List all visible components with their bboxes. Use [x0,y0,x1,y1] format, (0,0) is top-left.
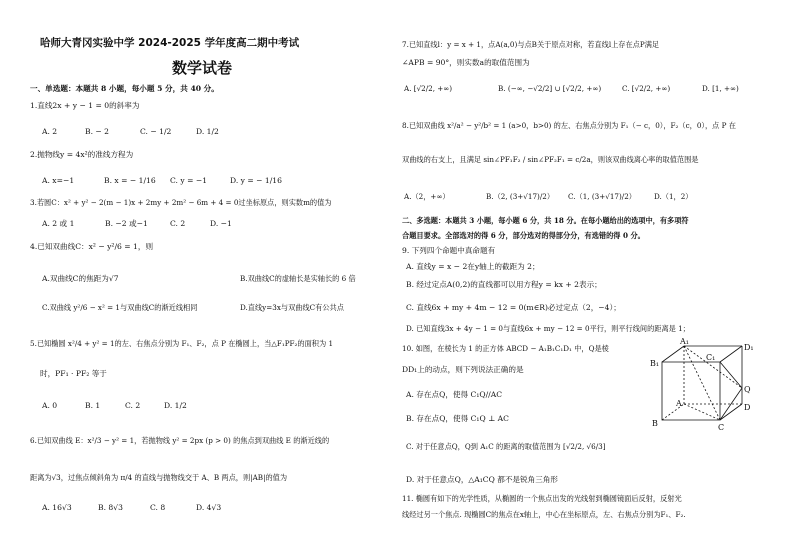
cube-edge-a1b1 [662,346,684,362]
q6-option-d: D. 4√3 [196,503,222,512]
q4-option-c: C.双曲线 y²/6 − x² = 1与双曲线C的渐近线相同 [42,303,198,312]
q2-option-d: D. y = − 1/16 [230,176,282,185]
q7-option-c: C. [√2/2, +∞) [622,84,671,93]
q9-stem: 9. 下列四个命题中真命题有 [402,246,496,255]
q3-option-b: B. −2 或−1 [105,219,148,228]
q7-option-b: B. (−∞, −√2/2] ∪ [√2/2, +∞) [498,84,602,93]
q8-stem-line2: 双曲线的右支上，且满足 sin∠PF₁F₂ / sin∠PF₂F₁ = c/2a，则该双曲线离心率的取值范围是 [402,155,699,164]
q3-option-d: D. −1 [210,219,232,228]
q1-option-b: B. − 2 [85,127,110,136]
q5-option-b: B. 1 [85,401,101,410]
q2-option-b: B. x = − 1/16 [104,176,156,185]
q9-option-a: A. 直线y = x − 2在y轴上的截距为 2； [406,262,540,271]
cube-label-c: C [718,423,725,432]
exam-title: 哈师大青冈实验中学 2024-2025 学年度高二期中考试 [40,37,300,49]
cube-label-b1: B₁ [650,359,660,368]
q5-option-c: C. 2 [125,401,141,410]
q10-stem-line2: DD₁上的动点，则下列说法正确的是 [402,365,524,374]
q9-option-c: C. 直线6x + my + 4m − 12 = 0(m∈R)必过定点（2，−4）； [406,303,621,312]
cube-front-face [662,362,720,420]
q3-stem: 3.若圆C：x² + y² − 2(m − 1)x + 2my + 2m² − 6m + 4 = 0过坐标原点，则实数m的值为 [30,198,332,207]
cube-label-q: Q [744,385,751,394]
q1-option-d: D. 1/2 [196,127,219,136]
cube-line-c1q [720,362,742,388]
q7-stem-line2: ∠APB = 90°，则实数a的取值范围为 [402,58,530,67]
cube-label-a1: A₁ [680,337,689,346]
cube-label-a: A [676,399,682,408]
q5-stem-line2: 时，PF₁ · PF₂ 等于 [40,369,107,378]
q5-option-a: A. 0 [42,401,58,410]
q8-stem-line1: 8.已知双曲线 x²/a² − y²/b² = 1 (a>0，b>0) 的左、右焦点分别为 F₁（− c，0），F₂（c，0），点 P 在 [402,121,736,130]
q7-option-a: A. [√2/2, +∞) [404,84,453,93]
q8-option-b: B.（2, (3+√17)/2） [486,192,555,201]
q4-option-b: B.双曲线C的虚轴长是实轴长的 6 倍 [240,274,356,283]
cube-edge-cd [720,404,742,420]
q5-stem-line1: 5.已知椭圆 x²/4 + y² = 1的左、右焦点分别为 F₁、F₂，点 P 在椭圆上，当△F₁PF₂的面积为 1 [30,339,334,348]
q6-option-b: B. 8√3 [98,503,123,512]
q10-stem-line1: 10. 如图，在棱长为 1 的正方体 ABCD − A₁B₁C₁D₁ 中，Q是棱 [402,344,609,353]
q8-option-d: D.（1，2） [654,192,693,201]
q1-option-a: A. 2 [42,127,58,136]
q3-option-c: C. 2 [170,219,186,228]
exam-subtitle: 数学试卷 [172,59,233,77]
cube-line-cq [720,388,742,420]
cube-edge-c1d1 [720,346,742,362]
q10-option-a: A. 存在点Q，使得 C₁Q//AC [406,390,503,399]
q8-option-a: A.（2，+∞） [404,192,450,201]
q9-option-b: B. 经过定点A(0,2)的直线都可以用方程y = kx + 2表示； [406,280,602,289]
q3-option-a: A. 2 或 1 [42,219,75,228]
cube-label-d: D [744,403,751,412]
q2-option-c: C. y = −1 [170,176,208,185]
section2-line1: 二、多选题：本题共 3 小题，每小题 6 分，共 18 分。在每小题给出的选项中，有多项符 [402,216,689,225]
q4-option-a: A.双曲线C的焦距为√7 [42,274,119,283]
q4-option-d: D.直线y=3x与双曲线C有公共点 [240,303,344,312]
q7-stem-line1: 7.已知直线l：y = x + 1，点A(a,0)与点B关于原点对称，若直线l上存在点P满足 [402,40,660,49]
q1-option-c: C. − 1/2 [140,127,172,136]
q6-option-a: A. 16√3 [42,503,72,512]
q1-stem: 1.直线2x + y − 1 = 0的斜率为 [30,101,140,110]
section1-heading: 一、单选题：本题共 8 小题，每小题 5 分，共 40 分。 [30,84,219,93]
cube-label-d1: D₁ [744,343,754,352]
q2-stem: 2.抛物线y = 4x²的准线方程为 [30,150,134,159]
q5-option-d: D. 1/2 [164,401,187,410]
q11-line2: 线经过另一个焦点. 现椭圆C的焦点在x轴上，中心在坐标原点，左、右焦点分别为F₁、F₂. [402,510,686,519]
q11-line1: 11. 椭圆有如下的光学性质，从椭圆的一个焦点出发的光线射到椭圆镜面后反射，反射光 [402,494,682,503]
q7-option-d: D. [1, +∞) [702,84,739,93]
cube-diag-ac [684,404,720,420]
q4-stem: 4.已知双曲线C：x² − y²/6 = 1，则 [30,242,154,251]
q6-stem-line2: 距离为√3，过焦点倾斜角为 π/4 的直线与抛物线交于 A、B 两点，则|AB|的值为 [30,473,288,482]
q6-option-c: C. 8 [150,503,166,512]
q6-stem-line1: 6.已知双曲线 E：x²/3 − y² = 1，若抛物线 y² = 2px (p > 0) 的焦点到双曲线 E 的渐近线的 [30,436,330,445]
q10-option-d: D. 对于任意点Q，△A₁CQ 都不是锐角三角形 [406,475,558,484]
q2-option-a: A. x=−1 [42,176,75,185]
q9-option-d: D. 已知直线3x + 4y − 1 = 0与直线6x + my − 12 = 0平行，则平行线间的距离是 1； [406,324,690,333]
q10-option-b: B. 存在点Q，使得 C₁Q ⊥ AC [406,414,509,423]
q10-option-c: C. 对于任意点Q，Q到 A₁C 的距离的取值范围为 [√2/2, √6/3] [406,442,606,451]
cube-label-c1: C₁ [706,353,716,362]
cube-label-b: B [652,419,658,428]
cube-figure [640,336,766,436]
q8-option-c: C.（1, (3+√17)/2） [568,192,636,201]
section2-line2: 合题目要求。全部选对的得 6 分，部分选对的得部分分，有选错的得 0 分。 [402,231,645,240]
